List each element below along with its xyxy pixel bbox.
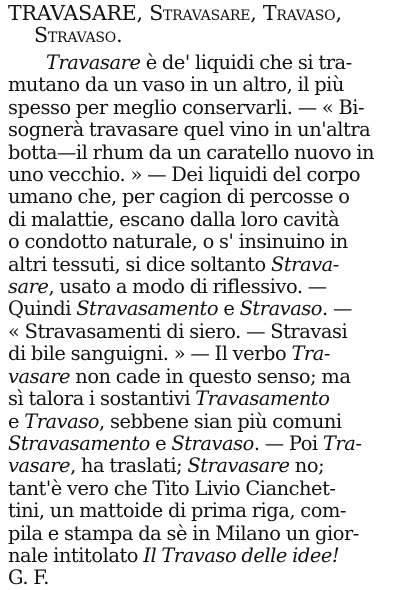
text-segment: , ha traslati;	[70, 454, 188, 478]
text-segment: sì talora i sostantivi	[8, 387, 196, 411]
italic-segment: vasare	[8, 364, 71, 388]
entry-heading	[8, 2, 397, 46]
text-segment: , usato a modo di riflessivo. —	[48, 275, 327, 299]
italic-segment: Stravaso	[171, 431, 254, 455]
text-line	[8, 186, 397, 208]
text-line	[8, 455, 397, 477]
text-line	[8, 298, 397, 320]
italic-segment: Travaso	[24, 409, 100, 433]
italic-segment: Strava-	[271, 252, 339, 276]
italic-segment: sare	[8, 275, 49, 299]
italic-segment: Il Travaso delle idee!	[143, 543, 340, 567]
text-line	[8, 500, 397, 522]
text-segment: botta—il rhum da un caratello nuovo in	[8, 140, 375, 164]
text-segment: e	[149, 431, 172, 455]
text-segment: e	[218, 297, 240, 321]
italic-segment: vasare	[8, 454, 71, 478]
text-line	[8, 97, 397, 119]
italic-segment: Stravasamento	[76, 297, 219, 321]
text-line	[8, 52, 397, 74]
text-segment: e	[8, 409, 25, 433]
text-line	[8, 164, 397, 186]
text-segment: « Stravasamenti di siero. — Stravasi	[8, 319, 348, 343]
text-segment: di bile sanguigni. » — Il verbo	[8, 342, 292, 366]
text-line	[8, 567, 397, 589]
italic-segment: Stravasare	[187, 454, 290, 478]
text-segment: spesso per meglio conservarli. — « Bi-	[8, 95, 365, 119]
text-segment: G. F.	[8, 566, 49, 590]
text-segment: nale intitolato	[8, 543, 144, 567]
text-line	[8, 388, 397, 410]
text-segment: di malattie, escano dalla loro cavità	[8, 207, 340, 231]
entry-heading-line-2: Stravaso.	[34, 23, 123, 47]
text-segment: sognerà travasare quel vino in un'altra	[8, 118, 371, 142]
text-segment: . —	[322, 297, 352, 321]
text-line	[8, 231, 397, 253]
italic-segment: Tra-	[291, 342, 330, 366]
text-segment: o condotto naturale, o s' insinuino in	[8, 230, 348, 254]
text-segment: non cade in questo senso; ma	[70, 364, 351, 388]
italic-segment: Stravaso	[239, 297, 323, 321]
italic-segment: Travasare	[46, 51, 141, 74]
text-segment: è de' liquidi che si tra-	[140, 51, 352, 74]
text-segment: altri tessuti, si dice soltanto	[8, 252, 271, 276]
text-segment: no;	[289, 454, 325, 478]
text-line	[8, 366, 397, 388]
text-segment: Quindi	[8, 297, 77, 321]
text-segment: . — Poi	[253, 431, 323, 455]
text-line	[8, 209, 397, 231]
text-line	[8, 142, 397, 164]
text-line	[8, 523, 397, 545]
text-line	[8, 411, 397, 433]
italic-segment: Travasamento	[195, 387, 330, 411]
text-line	[8, 254, 397, 276]
text-line	[8, 119, 397, 141]
text-line	[8, 276, 397, 298]
text-segment: umano che, per cagion di percosse o	[8, 185, 350, 209]
entry-heading-line-1: TRAVASARE, Stravasare, Travaso,	[8, 1, 342, 25]
text-segment: pila e stampa da sè in Milano un gior-	[8, 521, 359, 545]
text-line	[8, 74, 397, 96]
text-line	[8, 545, 397, 567]
entry-body	[8, 52, 397, 590]
italic-segment: Stravasamento	[8, 431, 150, 455]
text-segment: mutano da un vaso in un altro, il più	[8, 73, 344, 97]
text-segment: tini, un mattoide di prima riga, com-	[8, 499, 346, 523]
text-segment: , sebbene sian più comuni	[99, 409, 342, 433]
text-line	[8, 478, 397, 500]
text-segment: tant'è vero che Tito Livio Cianchet-	[8, 476, 336, 500]
text-line	[8, 433, 397, 455]
text-line	[8, 343, 397, 365]
text-segment: uno vecchio. » — Dei liquidi del corpo	[8, 163, 361, 187]
italic-segment: Tra-	[322, 431, 362, 455]
text-line	[8, 321, 397, 343]
